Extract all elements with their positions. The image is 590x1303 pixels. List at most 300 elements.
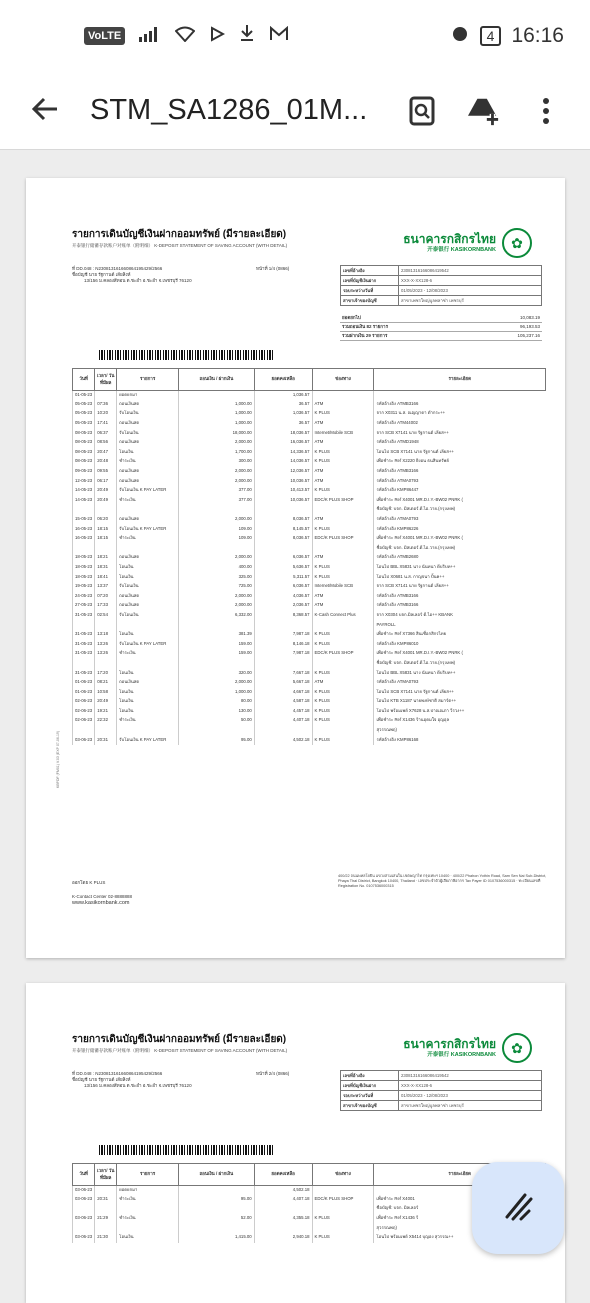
- table-cell: K PLUS: [312, 717, 374, 727]
- table-cell: 07:20: [95, 592, 117, 602]
- table-cell: โอนเงิน: [117, 669, 179, 679]
- table-cell: เพื่อชำระ Ref X1436 ร้: [374, 1214, 546, 1224]
- table-cell: Internet/Mobile SCB: [312, 582, 374, 592]
- table-cell: สุวรรณพฤ): [374, 1224, 546, 1234]
- table-cell: 01-06-23: [73, 688, 95, 698]
- table-cell: ATM: [312, 419, 374, 429]
- statement-ref: ที่ DD.048 : N2308131616608641954‌29/2566: [72, 1071, 163, 1076]
- table-cell: 4,502.18: [254, 736, 312, 746]
- table-row: [73, 448, 546, 458]
- table-cell: EDC/K PLUS SHOP: [312, 1195, 374, 1205]
- table-row: [73, 592, 546, 602]
- table-row: [73, 534, 546, 544]
- table-cell: โอนเงิน: [117, 698, 179, 708]
- table-cell: K PLUS: [312, 630, 374, 640]
- table-cell: 6,036.57: [254, 554, 312, 564]
- table-cell: เพื่อชำระ Ref X4001 MR.D.I.Y.-BW02 PNRK (: [374, 534, 546, 544]
- table-cell: 17:33: [95, 602, 117, 612]
- table-cell: เพื่อชำระ Ref X4001 MR.D.I.Y.-BW02 PNRK (: [374, 496, 546, 506]
- table-cell: รหัสอ้างอิง KMP86010: [374, 640, 546, 650]
- table-cell: [73, 506, 95, 516]
- table-cell: โอนเงิน: [117, 448, 179, 458]
- table-cell: 1,000.00: [179, 400, 255, 410]
- table-cell: รับโอนเงิน K PAY LATER: [117, 525, 179, 535]
- more-options-icon[interactable]: [530, 95, 562, 127]
- table-cell: ถอนเงินสด: [117, 592, 179, 602]
- table-cell: [312, 1224, 374, 1234]
- table-cell: รับโอนเงิน K PAY LATER: [117, 486, 179, 496]
- table-cell: 21:29: [95, 1214, 117, 1224]
- table-cell: ถอนเงินสด: [117, 477, 179, 487]
- table-cell: 03-06-23: [73, 1186, 95, 1196]
- table-row: [73, 650, 546, 660]
- table-cell: 02-06-23: [73, 707, 95, 717]
- table-cell: 4,667.18: [254, 688, 312, 698]
- table-cell: 08:21: [95, 678, 117, 688]
- table-cell: 2,000.00: [179, 477, 255, 487]
- table-cell: [312, 391, 374, 401]
- table-cell: ถอนเงินสด: [117, 602, 179, 612]
- summary-value: 10,083.19: [519, 315, 540, 320]
- table-row: [73, 736, 546, 746]
- statement-subtitle: 开泰银行储蓄存款账户对账单（附明细） K-DEPOSIT STATEMENT OF SAVING ACCOUNT (WITH DETAIL): [72, 1047, 288, 1053]
- table-cell: 15-05-23: [73, 515, 95, 525]
- table-cell: ถอนเงินสด: [117, 554, 179, 564]
- table-cell: โอนไป พร้อมเพย์ X5414 บุญอง สุวรรณ++: [374, 1233, 546, 1243]
- table-cell: โอนเงิน: [117, 563, 179, 573]
- table-cell: [95, 391, 117, 401]
- table-cell: 02-06-23: [73, 717, 95, 727]
- table-cell: 4,587.18: [254, 698, 312, 708]
- table-cell: [374, 391, 546, 401]
- table-cell: 2,000.00: [179, 602, 255, 612]
- table-cell: 10,036.57: [254, 496, 312, 506]
- table-cell: รับโอนเงิน K PAY LATER: [117, 640, 179, 650]
- table-cell: 16,036.57: [254, 438, 312, 448]
- table-cell: 4,457.18: [254, 707, 312, 717]
- table-cell: 1,036.57: [254, 410, 312, 420]
- table-cell: K PLUS: [312, 525, 374, 535]
- table-cell: [73, 1205, 95, 1215]
- bank-name-th: ธนาคารกสิกรไทย: [403, 1037, 496, 1052]
- table-cell: 03-06-23: [73, 1233, 95, 1243]
- summary-row: [340, 323, 542, 332]
- table-cell: [95, 659, 117, 669]
- table-cell: 1,000.00: [179, 410, 255, 420]
- table-cell: 01-06-23: [73, 678, 95, 688]
- clock: 16:16: [511, 24, 564, 47]
- info-key: เลขที่อ้างอิง: [341, 266, 399, 276]
- table-cell: 21:30: [95, 1233, 117, 1243]
- account-name: ชื่อบัญชี นาย รัฐกานต์ เลียสิงห์: [72, 272, 131, 278]
- app-bar-actions: [406, 95, 590, 127]
- table-cell: ถอนเงินสด: [117, 467, 179, 477]
- table-cell: ถอนเงินสด: [117, 400, 179, 410]
- table-cell: รหัสอ้างอิง ATMA0793: [374, 477, 546, 487]
- table-row: [73, 602, 546, 612]
- table-cell: 18:41: [95, 573, 117, 583]
- table-cell: 20:49: [95, 496, 117, 506]
- table-row: [73, 391, 546, 401]
- summary-row: [340, 332, 542, 341]
- footer-contact-center: K-Contact Center 02-8888888: [72, 894, 133, 900]
- table-cell: [117, 1205, 179, 1215]
- column-header: รายละเอียด: [374, 1164, 546, 1186]
- table-cell: 19:21: [95, 707, 117, 717]
- kbank-logo-icon: ✿: [502, 1033, 532, 1063]
- table-row: [73, 621, 546, 631]
- table-row: [73, 515, 546, 525]
- table-cell: โอนไป KTB X1187 นายพงษ์ชาติ สมาร์ต++: [374, 698, 546, 708]
- table-cell: 06:17: [95, 477, 117, 487]
- table-cell: K PLUS: [312, 458, 374, 468]
- statement-title: รายการเดินบัญชีเงินฝากออมทรัพย์ (มีรายละเอียด): [72, 229, 287, 240]
- table-cell: K PLUS: [312, 669, 374, 679]
- table-cell: จาก SCB X7141 นาย รัฐกานต์ เลียส++: [374, 582, 546, 592]
- table-cell: รหัสอ้างอิง ATM44002: [374, 419, 546, 429]
- table-cell: EDC/K PLUS SHOP: [312, 496, 374, 506]
- table-row: [73, 717, 546, 727]
- table-cell: ถอนเงินสด: [117, 419, 179, 429]
- table-cell: 4,502.18: [254, 1186, 312, 1196]
- table-cell: [254, 1224, 312, 1234]
- column-header: วันที่: [73, 1164, 95, 1186]
- table-cell: 381.39: [179, 630, 255, 640]
- table-cell: รหัสอ้างอิง KMP86447: [374, 486, 546, 496]
- table-cell: ถอนเงินสด: [117, 678, 179, 688]
- table-cell: 377.00: [179, 496, 255, 506]
- table-cell: 20:49: [95, 698, 117, 708]
- table-cell: [254, 726, 312, 736]
- table-cell: [254, 506, 312, 516]
- table-cell: 95.00: [179, 736, 255, 746]
- table-cell: 4,036.57: [254, 592, 312, 602]
- table-row: [73, 429, 546, 439]
- back-arrow-icon[interactable]: [0, 91, 90, 130]
- table-cell: 8,145.57: [254, 525, 312, 535]
- table-cell: 13:26: [95, 650, 117, 660]
- table-cell: ชำระเงิน: [117, 650, 179, 660]
- table-cell: 8,036.57: [254, 534, 312, 544]
- table-cell: 52.00: [178, 1214, 254, 1224]
- add-to-drive-icon[interactable]: [468, 95, 500, 127]
- column-header: ถอนเงิน / ฝากเงิน: [179, 369, 255, 391]
- table-cell: 16-05-23: [73, 534, 95, 544]
- table-row: [73, 563, 546, 573]
- table-cell: โอนไป X0681 น.ส. กาญจนา ปั้นค++: [374, 573, 546, 583]
- table-cell: [117, 544, 179, 554]
- table-cell: [312, 621, 374, 631]
- volte-badge: VoLTE: [84, 27, 125, 45]
- table-cell: 2,000.00: [179, 678, 255, 688]
- table-cell: [73, 1224, 95, 1234]
- table-cell: [95, 1186, 117, 1196]
- table-cell: [117, 659, 179, 669]
- table-cell: 17:20: [95, 669, 117, 679]
- table-cell: รหัสอ้างอิง ATMB3166: [374, 592, 546, 602]
- table-cell: 2,940.18: [254, 1233, 312, 1243]
- table-cell: 8,036.57: [254, 515, 312, 525]
- table-cell: EDC/K PLUS SHOP: [312, 650, 374, 660]
- table-cell: จาก X0304 บจก.มิลเลอร์ ดี.ไอ++ KBANK: [374, 611, 546, 621]
- table-cell: เพื่อชำระ Ref X2220 ยิ่งอน ธนสินทรัพย์: [374, 458, 546, 468]
- table-cell: โอนไป SCB X7141 นาย รัฐกานต์ เลียส++: [374, 448, 546, 458]
- account-address: 13/156 ม.คลองสีทอน ต.ชะอำ อ.ชะอำ จ.เพชรบุรี 76120: [84, 1083, 192, 1089]
- table-cell: เพื่อชำระ Ref X1436 ร้านอุดมใจ อุญอุล: [374, 717, 546, 727]
- table-cell: ATM: [312, 602, 374, 612]
- table-cell: 24-05-23: [73, 592, 95, 602]
- info-value: 01/05/2023 - 12/08/2023: [399, 1091, 542, 1101]
- table-cell: K PLUS: [312, 698, 374, 708]
- table-cell: รับโอนเงิน: [117, 611, 179, 621]
- table-row: [73, 582, 546, 592]
- table-cell: ATM: [312, 678, 374, 688]
- account-info-table: [340, 265, 542, 306]
- table-row: [73, 573, 546, 583]
- info-key: เลขที่บัญชีเงินฝาก: [341, 1081, 399, 1091]
- table-cell: 01-05-23: [73, 391, 95, 401]
- table-cell: [312, 659, 374, 669]
- table-cell: 18:31: [95, 563, 117, 573]
- table-cell: [179, 506, 255, 516]
- column-header: ช่องทาง: [312, 1164, 374, 1186]
- statement-document: [56, 228, 547, 907]
- table-cell: [312, 1186, 374, 1196]
- table-cell: [117, 726, 179, 736]
- transactions-table: [72, 368, 546, 745]
- table-cell: 80.00: [179, 698, 255, 708]
- table-cell: รหัสอ้างอิง ATMB2680: [374, 554, 546, 564]
- table-cell: รหัสอ้างอิง ATMB3166: [374, 602, 546, 612]
- table-cell: 06:37: [95, 429, 117, 439]
- table-cell: รหัสอ้างอิง ATMB3166: [374, 400, 546, 410]
- info-row: [341, 296, 542, 306]
- table-cell: 09:55: [95, 467, 117, 477]
- table-cell: ATM: [312, 400, 374, 410]
- status-left: [84, 24, 289, 48]
- info-value: 230813161660864195‌42: [399, 266, 542, 276]
- table-cell: 14-05-23: [73, 496, 95, 506]
- info-value: 230813161660864195‌42: [399, 1071, 542, 1081]
- column-header: ยอดคงเหลือ: [254, 1164, 312, 1186]
- table-cell: 4,407.18: [254, 1195, 312, 1205]
- info-key: สาขาเจ้าของบัญชี: [341, 296, 399, 306]
- table-cell: 1,000.00: [179, 688, 255, 698]
- table-row: [73, 400, 546, 410]
- summary-row: [340, 314, 542, 323]
- table-cell: โอนไป SCB X7141 นาย รัฐกานต์ เลียส++: [374, 688, 546, 698]
- pdf-page-1[interactable]: [26, 178, 565, 958]
- summary-value: 105,237.16: [517, 333, 540, 339]
- table-cell: โอนไป BBL X5831 นาง นันทนา ดีบริบท++: [374, 669, 546, 679]
- column-header: เวลา/ วันที่มีผล: [95, 1164, 117, 1186]
- table-cell: 5,667.18: [254, 678, 312, 688]
- table-cell: 05-05-23: [73, 410, 95, 420]
- pdf-page-2[interactable]: [26, 983, 565, 1303]
- table-cell: 36.57: [254, 400, 312, 410]
- table-cell: EDC/K PLUS SHOP: [312, 534, 374, 544]
- app-bar: [0, 72, 590, 150]
- footer-contact: [72, 880, 132, 908]
- page-number: หน้าที่ 2/4 (0866): [256, 1071, 290, 1076]
- table-cell: 36.57: [254, 419, 312, 429]
- table-cell: 7,987.18: [254, 650, 312, 660]
- info-value: XXX-X-XX128-6: [399, 276, 542, 286]
- table-cell: 109.00: [179, 525, 255, 535]
- table-cell: 02-06-23: [73, 698, 95, 708]
- table-cell: [179, 726, 255, 736]
- table-cell: โอนไป BBL X5831 นาง นันทนา ดีบริบท++: [374, 563, 546, 573]
- table-cell: 50.00: [179, 717, 255, 727]
- table-row: [73, 630, 546, 640]
- table-cell: ถอนเงินสด: [117, 438, 179, 448]
- table-cell: รหัสอ้างอิง ATMB3166: [374, 467, 546, 477]
- barcode: [99, 350, 275, 360]
- table-cell: 19-05-23: [73, 582, 95, 592]
- status-bar: [0, 0, 590, 72]
- table-cell: 20:47: [95, 448, 117, 458]
- table-cell: 109.00: [179, 534, 255, 544]
- table-cell: K PLUS: [312, 736, 374, 746]
- table-row: [73, 419, 546, 429]
- summary-label: รวมถอนเงิน 82 รายการ: [342, 324, 388, 330]
- table-cell: โอนเงิน: [117, 1233, 179, 1243]
- table-cell: 13:37: [95, 582, 117, 592]
- table-cell: [73, 659, 95, 669]
- table-cell: ชำระเงิน: [117, 1195, 179, 1205]
- table-cell: ATM: [312, 438, 374, 448]
- table-cell: [73, 621, 95, 631]
- column-header: เวลา/ วันที่มีผล: [95, 369, 117, 391]
- table-cell: [95, 621, 117, 631]
- table-cell: [312, 506, 374, 516]
- table-cell: รหัสอ้างอิง ATMD1948: [374, 438, 546, 448]
- table-cell: [73, 726, 95, 736]
- table-cell: โอนไป พร้อมเพย์ X7628 น.ส.ปาณณภา วีรวง++: [374, 707, 546, 717]
- footer-address: 400/22 ถนนพหลโยธิน แขวงสามเสนใน เขตพญาไท กรุงเทพฯ 10400 · 400/22 Phahon Yothin Road, Sam Sen Nai Sub-District, Phaya Thai District, Bangkok 10400, Thailand · เลขประจำตัวผู้เสียภาษีอากร Tax Payer ID 0107536000315 · ทะเบียนเลขที่ Registration No. 0107536000315: [338, 874, 547, 889]
- table-cell: K PLUS: [312, 1233, 374, 1243]
- table-cell: 18,000.00: [179, 429, 255, 439]
- table-row: [73, 554, 546, 564]
- table-row: [73, 659, 546, 669]
- table-cell: 10,413.57: [254, 486, 312, 496]
- bank-name-th: ธนาคารกสิกรไทย: [403, 232, 496, 247]
- table-row: [73, 486, 546, 496]
- bank-name-en: 开泰银行 KASIKORNBANK: [427, 247, 496, 254]
- table-cell: [95, 506, 117, 516]
- table-cell: K PLUS: [312, 688, 374, 698]
- table-cell: 159.00: [179, 650, 255, 660]
- table-cell: ชื่อบัญชี: บจก. มิสเตอร์.ดี.ไอ.วาย.(กรุงเทพ): [374, 659, 546, 669]
- bank-header: [403, 1033, 532, 1063]
- table-cell: 10,036.57: [254, 477, 312, 487]
- table-cell: K PLUS: [312, 707, 374, 717]
- table-cell: [312, 1205, 374, 1215]
- table-cell: รหัสอ้างอิง ATMA0793: [374, 515, 546, 525]
- status-right: [450, 23, 564, 49]
- table-cell: 4,355.18: [254, 1214, 312, 1224]
- info-row: [341, 1071, 542, 1081]
- table-cell: 7,987.18: [254, 630, 312, 640]
- info-row: [341, 276, 542, 286]
- summary-label: รวมฝากเงิน 29 รายการ: [342, 333, 388, 339]
- table-cell: ชำระเงิน: [117, 534, 179, 544]
- table-cell: 2,000.00: [179, 592, 255, 602]
- annotate-fab[interactable]: [472, 1162, 564, 1254]
- bank-header: [403, 228, 532, 258]
- info-row: [341, 1091, 542, 1101]
- table-cell: ชำระเงิน: [117, 458, 179, 468]
- table-cell: 14,036.57: [254, 458, 312, 468]
- table-cell: โอนเงิน: [117, 573, 179, 583]
- table-cell: 05-05-23: [73, 419, 95, 429]
- table-cell: 31-05-23: [73, 669, 95, 679]
- statement-ref: ที่ DD.048 : N2308131616608641954‌29/2566: [72, 266, 163, 271]
- table-row: [73, 669, 546, 679]
- table-cell: 5,311.57: [254, 573, 312, 583]
- table-cell: 18:15: [95, 525, 117, 535]
- search-document-icon[interactable]: [406, 95, 438, 127]
- table-cell: [95, 1224, 117, 1234]
- info-key: เลขที่บัญชีเงินฝาก: [341, 276, 399, 286]
- table-cell: 2,000.00: [179, 515, 255, 525]
- table-row: [73, 678, 546, 688]
- table-cell: ชำระเงิน: [117, 496, 179, 506]
- battery-icon: 4: [480, 26, 502, 46]
- column-header: รายการ: [117, 369, 179, 391]
- summary-block: [340, 314, 542, 341]
- summary-value: 96,193.53: [519, 324, 540, 330]
- table-row: [73, 640, 546, 650]
- info-row: [341, 1081, 542, 1091]
- statement-subtitle: 开泰银行储蓄存款账户对账单（附明细） K-DEPOSIT STATEMENT OF SAVING ACCOUNT (WITH DETAIL): [72, 242, 288, 248]
- table-cell: [95, 726, 117, 736]
- table-cell: 400.00: [179, 563, 255, 573]
- info-row: [341, 266, 542, 276]
- table-cell: 1,415.00: [178, 1233, 254, 1243]
- table-cell: ATM: [312, 592, 374, 602]
- table-cell: 95.00: [178, 1195, 254, 1205]
- table-cell: ชื่อบัญชี: บจก. มิสเตอร์.ดี.ไอ.วาย.(กรุงเทพ): [374, 506, 546, 516]
- table-cell: 5,636.57: [254, 563, 312, 573]
- table-cell: [178, 1186, 254, 1196]
- bank-name-en: 开泰银行 KASIKORNBANK: [427, 1052, 496, 1059]
- table-cell: เพื่อชำระ Ref X7366 สินเชื่อกสิกรไทย: [374, 630, 546, 640]
- table-row: [73, 467, 546, 477]
- table-cell: 31-05-23: [73, 611, 95, 621]
- table-cell: Internet/Mobile SCB: [312, 429, 374, 439]
- table-cell: 31-05-23: [73, 640, 95, 650]
- table-cell: 13:26: [95, 640, 117, 650]
- table-cell: K PLUS: [312, 486, 374, 496]
- table-cell: รับโอนเงิน K PAY LATER: [117, 736, 179, 746]
- table-cell: 18,036.57: [254, 429, 312, 439]
- info-value: สาขาเพชรใหญ่บูลพลาซ่า เพชรบุรี: [399, 1101, 542, 1111]
- table-cell: [178, 1205, 254, 1215]
- document-title: STM_SA1286_01M...: [90, 94, 368, 126]
- table-row: [73, 525, 546, 535]
- table-cell: 1,036.57: [254, 391, 312, 401]
- table-cell: 300.00: [179, 458, 255, 468]
- table-cell: 2,036.57: [254, 602, 312, 612]
- info-key: รอบระหว่างวันที่: [341, 1091, 399, 1101]
- table-cell: 12,036.57: [254, 467, 312, 477]
- table-cell: [117, 506, 179, 516]
- table-cell: จาก X0311 น.ส. ณญญาดา ตำกระ++: [374, 410, 546, 420]
- table-cell: 320.00: [179, 669, 255, 679]
- table-cell: 18-05-23: [73, 554, 95, 564]
- table-cell: 02:54: [95, 611, 117, 621]
